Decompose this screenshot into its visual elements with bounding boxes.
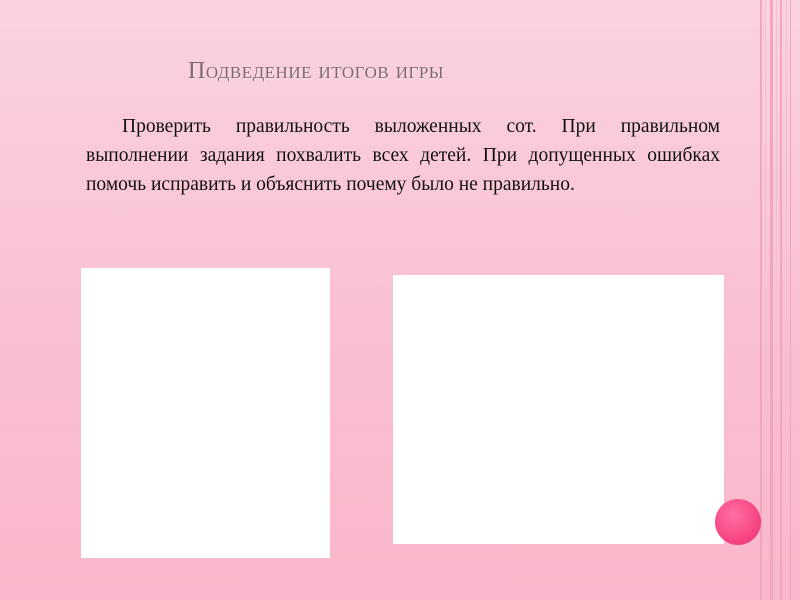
decorative-circle: [715, 499, 761, 545]
decorative-lines: [760, 0, 800, 600]
slide-title: Подведение итогов игры: [188, 58, 445, 84]
image-placeholder-left: [81, 268, 330, 558]
image-placeholder-right: [393, 275, 724, 544]
slide-body-text: Проверить правильность выложенных сот. При правильном выполнении задания похвалить всех детей. При допущенных ошибках помочь исправить и объяснить почему было не правильно.: [86, 116, 720, 195]
